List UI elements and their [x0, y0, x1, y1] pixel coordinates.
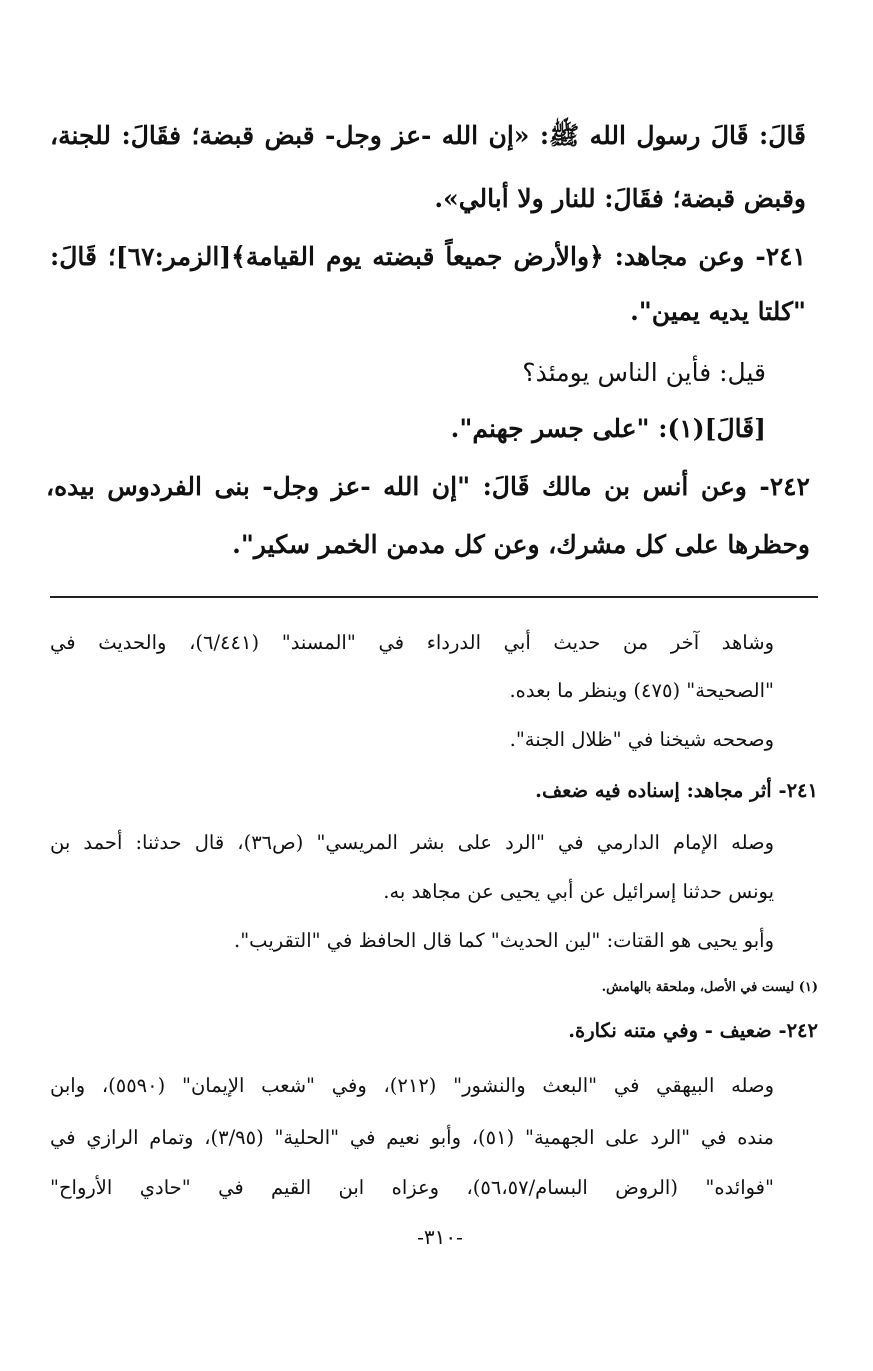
footnote-1: (١) ليست في الأصل، وملحقة بالهامش. — [601, 980, 818, 995]
note-line-8: ٢٤٢- ضعيف - وفي متنه نكارة. — [568, 1019, 818, 1042]
note-line-3: وصححه شيخنا في "ظلال الجنة". — [509, 728, 774, 751]
note-line-2: "الصحيحة" (٤٧٥) وينظر ما بعده. — [509, 679, 774, 702]
main-line-7: ٢٤٢- وعن أنس بن مالك قَالَ: "إن الله -عز وجل- بنى الفردوس بيده، — [46, 472, 810, 501]
note-line-4: ٢٤١- أثر مجاهد: إسناده فيه ضعف. — [535, 779, 818, 802]
main-line-4: "كلتا يديه يمين". — [630, 297, 806, 326]
main-line-6: [قَالَ](١): "على جسر جهنم". — [450, 414, 766, 443]
note-line-1: وشاهد آخر من حديث أبي الدرداء في "المسند" (٦/٤٤١)، والحديث في — [50, 631, 774, 654]
main-line-8: وحظرها على كل مشرك، وعن كل مدمن الخمر سكير". — [232, 530, 810, 559]
main-line-1: قَالَ: قَالَ رسول الله ﷺ: «إن الله -عز وجل- قبض قبضة؛ فقَالَ: للجنة، — [50, 121, 806, 150]
main-line-5: قيل: فأين الناس يومئذ؟ — [522, 358, 766, 387]
note-line-10: منده في "الرد على الجهمية" (٥١)، وأبو نعيم في "الحلية" (٣/٩٥)، وتمام الرازي في — [50, 1126, 774, 1149]
note-line-6: يونس حدثنا إسرائيل عن أبي يحيى عن مجاهد به. — [383, 880, 774, 903]
footnote-separator — [50, 596, 818, 598]
note-line-9: وصله البيهقي في "البعث والنشور" (٢١٢)، وفي "شعب الإيمان" (٥٥٩٠)، وابن — [50, 1074, 774, 1097]
main-line-3: ٢٤١- وعن مجاهد: ﴿والأرض جميعاً قبضته يوم القيامة﴾[الزمر:٦٧]؛ قَالَ: — [50, 242, 806, 271]
note-line-11: "فوائده" (الروض البسام/٥٦،٥٧)، وعزاه ابن القيم في "حادي الأرواح" — [50, 1176, 774, 1199]
page-number: -٣١٠- — [417, 1225, 463, 1249]
note-line-5: وصله الإمام الدارمي في "الرد على بشر المريسي" (ص٣٦)، قال حدثنا: أحمد بن — [50, 831, 774, 854]
main-line-2: وقبض قبضة؛ فقَالَ: للنار ولا أبالي». — [434, 184, 806, 213]
note-line-7: وأبو يحيى هو القتات: "لين الحديث" كما قال الحافظ في "التقريب". — [234, 929, 774, 952]
